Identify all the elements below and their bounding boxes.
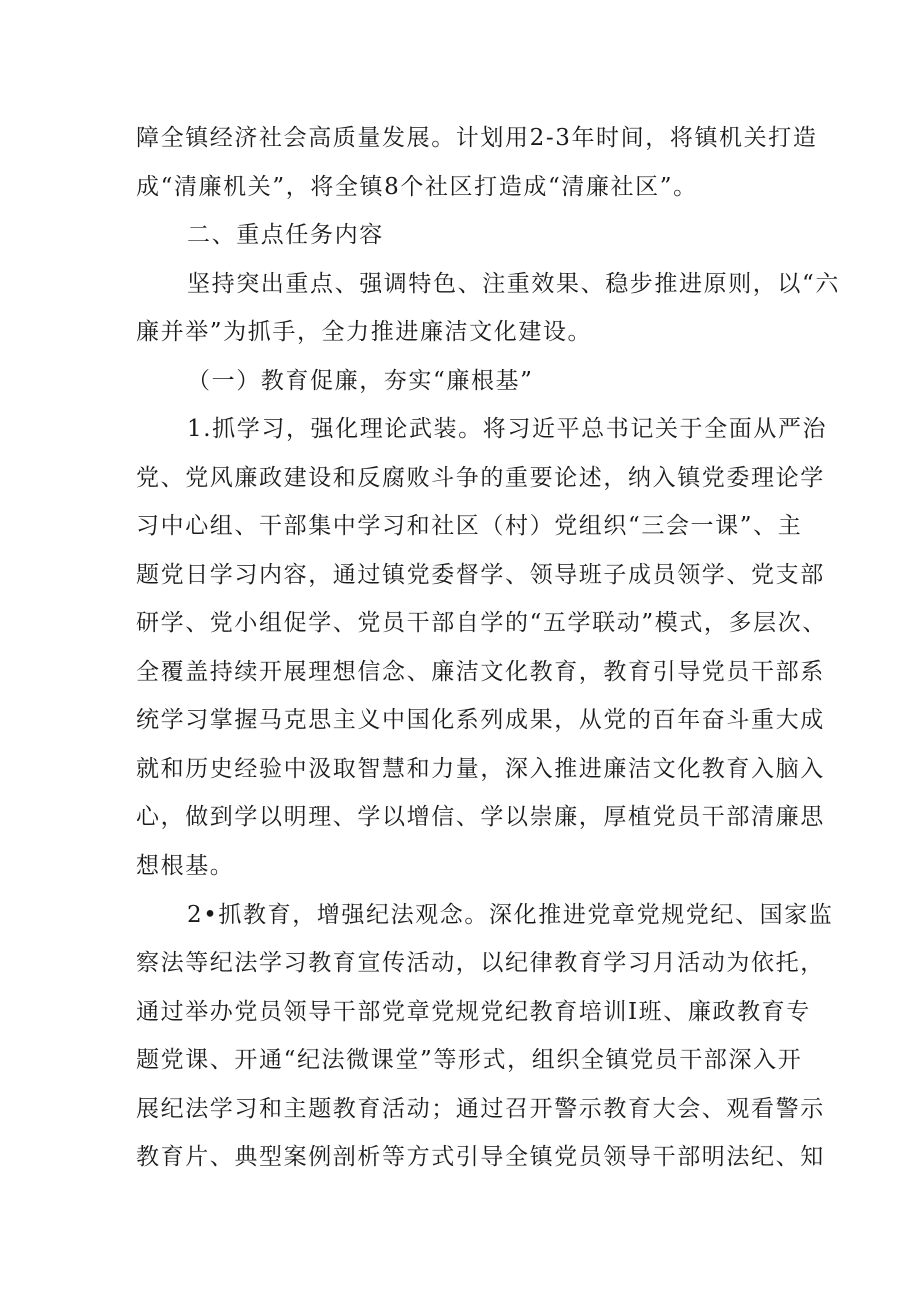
section-heading: 二、重点任务内容 [187,222,384,248]
text-line: 坚持突出重点、强调特色、注重效果、稳步推进原则，以“六 [187,271,840,297]
text-line: 习中心组、干部集中学习和社区（村）党组织“三会一课”、主 [136,513,803,539]
text-line: 研学、党小组促学、党员干部自学的“五学联动”模式，多层次、 [136,610,827,636]
text-line: 教育片、典型案例剖析等方式引导全镇党员领导干部明法纪、知 [136,1144,825,1170]
text-line: 2•抓教育，增强纪法观念。深化推进党章党规党纪、国家监 [187,902,834,928]
text-line: 成“清廉机关”，将全镇8个社区打造成“清廉社区”。 [136,174,698,200]
text-line: 通过举办党员领导干部党章党规党纪教育培训I班、廉政教育专 [136,999,811,1025]
text-line: 察法等纪法学习教育宣传活动，以纪律教育学习月活动为依托， [136,950,825,976]
text-line: 就和历史经验中汲取智慧和力量，深入推进廉洁文化教育入脑入 [136,756,825,782]
text-line: 题党日学习内容，通过镇党委督学、领导班子成员领学、党支部 [136,562,825,588]
text-line: 心，做到学以明理、学以增信、学以崇廉，厚植党员干部清廉思 [136,804,825,830]
text-line: 全覆盖持续开展理想信念、廉洁文化教育，教育引导党员干部系 [136,659,825,685]
text-line: 题党课、开通“纪法微课堂”等形式，组织全镇党员干部深入开 [136,1047,803,1073]
text-line: 党、党风廉政建设和反腐败斗争的重要论述，纳入镇党委理论学 [136,465,825,491]
text-line: 障全镇经济社会高质量发展。计划用2-3年时间，将镇机关打造 [136,125,818,151]
text-line: 统学习掌握马克思主义中国化系列成果，从党的百年奋斗重大成 [136,707,825,733]
subsection-heading: （一）教育促廉，夯实“廉根基” [187,368,534,394]
text-line: 廉并举”为抓手，全力推进廉洁文化建设。 [136,319,593,345]
text-line: 展纪法学习和主题教育活动；通过召开警示教育大会、观看警示 [136,1096,825,1122]
text-line: 1.抓学习，强化理论武装。将习近平总书记关于全面从严治 [187,416,828,442]
text-line: 想根基。 [136,853,235,879]
